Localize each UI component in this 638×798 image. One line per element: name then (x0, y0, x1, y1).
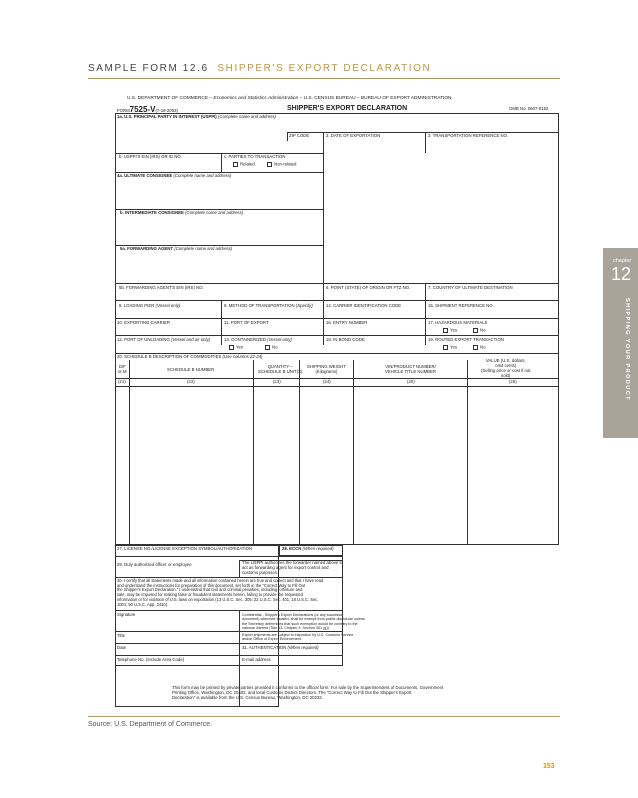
hazmat-no-checkbox[interactable] (473, 328, 478, 333)
hazmat-yes-checkbox[interactable] (443, 328, 448, 333)
routed-yes-checkbox[interactable] (443, 345, 448, 350)
field-13-label: 13. CONTAINERIZED (Vessel only) (224, 337, 292, 342)
page-heading (88, 63, 431, 74)
agency-line: U.S. DEPARTMENT OF COMMERCE – Economics and Statistics Administration – U.S. CENSUS BUREAU – BUREAU OF EXPORT ADMINISTRATION (127, 96, 452, 101)
col-number-22: (22) (187, 379, 195, 384)
date-label: Date (117, 645, 127, 650)
chapter-label: chapter (613, 258, 632, 264)
col-number-21: (21) (118, 379, 126, 384)
field-14-label: 14. CARRIER IDENTIFICATION CODE (326, 303, 402, 308)
field-29-text: The USPPI authorizes the forwarder named above to act as forwarding agent for export control and customs purposes. (242, 560, 344, 575)
nonrelated-checkbox[interactable] (267, 162, 272, 167)
field-29-label: 29. Duly authorized officer or employee (117, 562, 192, 567)
form-title: SHIPPER'S EXPORT DECLARATION (287, 105, 408, 112)
field-11-label: 11. PORT OF EXPORT (224, 320, 269, 325)
field-9-label: 9. METHOD OF TRANSPORTATION (Specify) (224, 303, 313, 308)
signature-label: Signature (117, 612, 136, 617)
field-10-label: 10. EXPORTING CARRIER (117, 320, 170, 325)
col-vin: VIN/PRODUCT NUMBER/ VEHICLE TITLE NUMBER (385, 364, 437, 374)
container-no-checkbox[interactable] (265, 345, 270, 350)
routed-no-checkbox[interactable] (473, 345, 478, 350)
nonrelated-option[interactable]: Non-related (267, 162, 296, 168)
hazmat-no[interactable]: No (473, 328, 486, 334)
field-1a-label: 1a. U.S. PRINCIPAL PARTY IN INTEREST (USPPI) (Complete name and address) (117, 114, 276, 119)
col-number-25: (25) (407, 379, 415, 384)
field-27-label: 27. LICENSE NO./LICENSE EXCEPTION SYMBOL/AUTHORIZATION (117, 546, 253, 551)
field-18-label: 18. IN BOND CODE (326, 337, 365, 342)
col-value: VALUE (U.S. dollars, omit cents) (Selling price or cost if not sold) (481, 358, 531, 378)
container-no[interactable]: No (265, 345, 278, 351)
field-19-label: 19. ROUTED EXPORT TRANSACTION (428, 337, 504, 342)
col-number-26: (26) (509, 379, 517, 384)
telephone-label: Telephone No. (Include Area Code) (117, 657, 185, 662)
field-16-label: 16. ENTRY NUMBER (326, 320, 368, 325)
confidential-note: Confidential - Shipper's Export Declarations (or any successor document) wherever located, shall be exempt from public disclosure unless the Secretary determines that such exemption would be contrary to the national interest (Title 13, Chapter 9, Section 301 (g)). (242, 613, 365, 630)
field-5b-label: 5b. FORWARDING AGENT'S EIN (IRS) NO. (119, 285, 204, 290)
field-6-label: 6. POINT (STATE) OF ORIGIN OR FTZ NO. (326, 285, 411, 290)
zip-code-label: ZIP CODE (289, 133, 310, 138)
field-20-label: 20. SCHEDULE B DESCRIPTION OF COMMODITIES (Use columns 22-24) (117, 354, 263, 359)
field-15-label: 15. SHIPMENT REFERENCE NO. (428, 303, 494, 308)
routed-no[interactable]: No (473, 345, 486, 351)
field-3-label: 3. TRANSPORTATION REFERENCE NO. (428, 133, 509, 138)
heading-rule (88, 78, 560, 79)
col-weight: SHIPPING WEIGHT (Kilograms) (307, 364, 346, 374)
chapter-tab (603, 248, 638, 438)
field-8-label: 8. LOADING PIER (Vessel only) (119, 303, 181, 308)
field-12-label: 12. PORT OF UNLOADING (Vessel and air only) (117, 337, 211, 342)
field-5a-label: 5a. FORWARDING AGENT (Complete name and address) (120, 246, 233, 251)
field-4b-label: b. INTERMEDIATE CONSIGNEE (Complete name and address) (120, 210, 244, 215)
form-footer-note: This form may be printed by private parties provided it conforms to the official form. For sale by the Superintendent of Documents, Government Printing Office, Washington, DC 20402, and local Customs District Directors. The "Correct Way to Fill Out the Shipper's Export Declaration" is available from the U.S. Census Bureau, Washington, DC 20233. (172, 685, 444, 700)
field-1c-label: c. PARTIES TO TRANSACTION (224, 154, 286, 159)
related-option[interactable]: Related (233, 162, 255, 168)
omb-number: OMB No. 0607-0152 (509, 106, 549, 111)
source-caption: Source: U.S. Department of Commerce. (88, 721, 213, 728)
related-checkbox[interactable] (233, 162, 238, 167)
inspection-note: Export shipments are subject to inspection by U.S. Customs Service and/or Office of Export Enforcement. (242, 633, 354, 642)
col-df: D/F or M (118, 364, 127, 374)
export-declaration-form (117, 96, 559, 710)
routed-yes[interactable]: Yes (443, 345, 457, 351)
col-number-23: (23) (273, 379, 281, 384)
field-17-label: 17. HAZARDOUS MATERIALS (428, 320, 488, 325)
chapter-number: 12 (611, 264, 632, 284)
field-2-label: 2. DATE OF EXPORTATION (326, 133, 381, 138)
title-label: Title (117, 633, 125, 638)
form-number: FORM7525-V(7-18-2003) (117, 105, 178, 114)
field-31-label: 31. AUTHENTICATION (When required) (242, 645, 319, 650)
field-1b-label: b. USPPI'S EIN (IRS) OR ID NO. (119, 154, 182, 159)
section-title: SHIPPING YOUR PRODUCT (624, 298, 630, 401)
field-30-certification: 30. I certify that all statements made and all information contained herein are true and correct and that I have read and understand the instructions for preparation of this document, set forth in the "Correct Way to Fill Out the Shipper's Export Declaration." I understand that civil and criminal penalties, including forfeiture and sale, may be imposed for making false or fraudulent statements herein, failing to provide the requested information or for violation of U.S. laws on exportation (13 U.S.C. Sec. 305; 22 U.S.C. Sec. 401; 18 U.S.C. Sec. 1001; 50 U.S.C. App. 2410). (117, 578, 324, 607)
col-schedule-b: SCHEDULE B NUMBER (167, 367, 215, 372)
divider-main (323, 133, 324, 345)
container-yes[interactable]: Yes (229, 345, 243, 351)
heading-label: SAMPLE FORM 12.6 (88, 63, 209, 74)
col-quantity: QUANTITY – SCHEDULE B UNIT(S) (258, 364, 303, 374)
col-number-24: (24) (323, 379, 331, 384)
container-yes-checkbox[interactable] (229, 345, 234, 350)
source-rule (88, 716, 560, 717)
email-label: E-mail address (242, 657, 271, 662)
field-28-label: 28. ECCN (When required) (282, 546, 334, 551)
heading-title: SHIPPER'S EXPORT DECLARATION (217, 63, 432, 74)
hazmat-yes[interactable]: Yes (443, 328, 457, 334)
field-4a-label: 4a. ULTIMATE CONSIGNEE (Complete name and address) (117, 173, 232, 178)
field-7-label: 7. COUNTRY OF ULTIMATE DESTINATION (428, 285, 513, 290)
page-number: 153 (543, 763, 555, 770)
